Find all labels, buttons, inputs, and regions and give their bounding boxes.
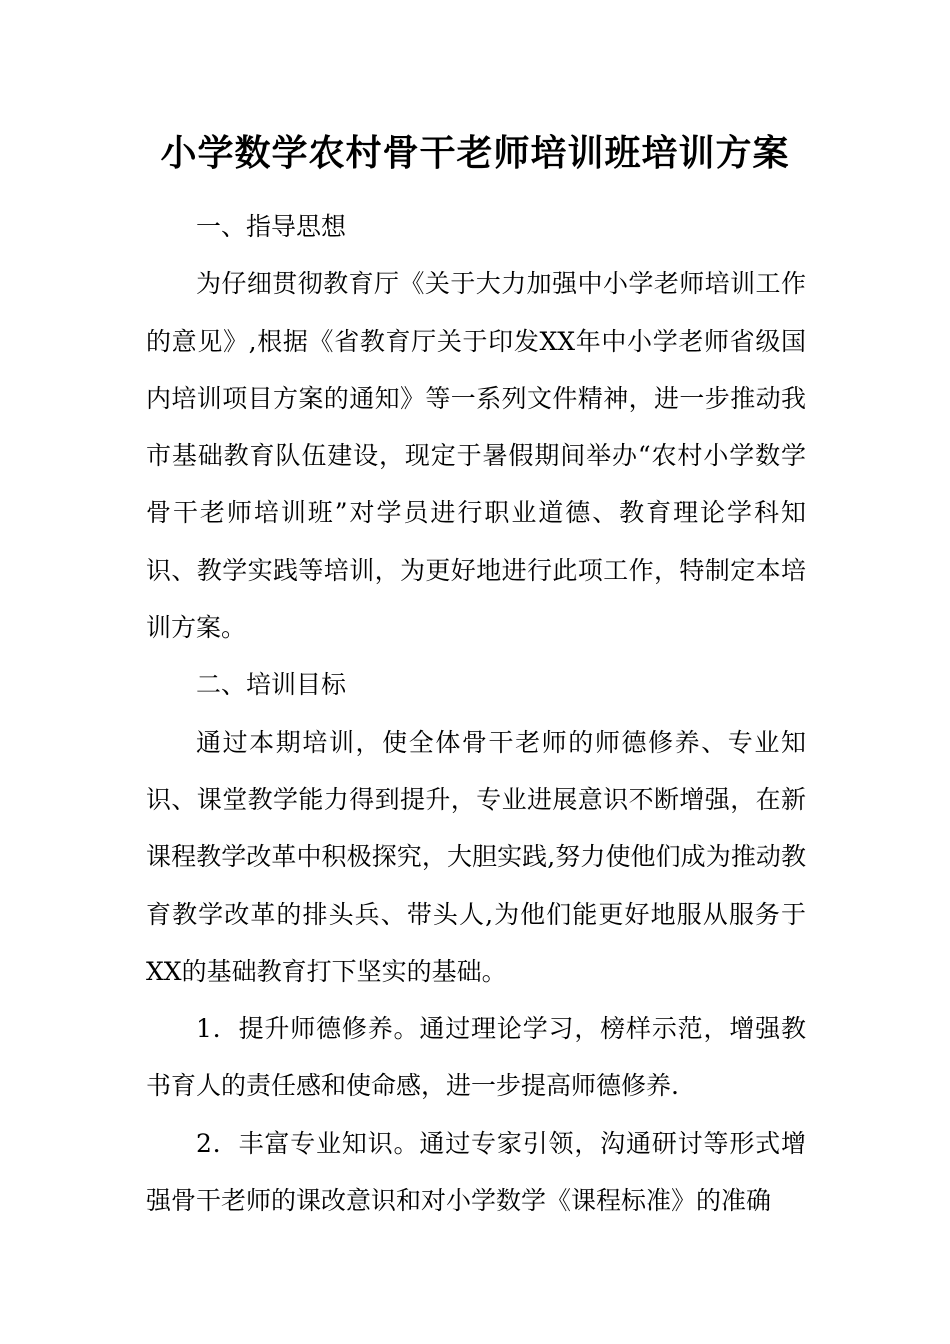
paragraph-training-goals: 通过本期培训，使全体骨干老师的师德修养、专业知识、课堂教学能力得到提升，专业进展意识不断增强，在新课程教学改革中积极探究，大胆实践,努力使他们成为推动教育教学改革的排头兵、带头人,为他们能更好地服从服务于XX的基础教育打下坚实的基础。: [146, 727, 806, 986]
list-item-ethics: 1．提升师德修养。通过理论学习，榜样示范，增强教书育人的责任感和使命感，进一步提高师德修养.: [146, 1014, 806, 1101]
section-heading-training-goals: 二、培训目标: [196, 670, 347, 700]
section-heading-guiding-ideology: 一、指导思想: [196, 212, 347, 241]
paragraph-guiding-ideology: 为仔细贯彻教育厅《关于大力加强中小学老师培训工作的意见》,根据《省教育厅关于印发XX年中小学老师省级国内培训项目方案的通知》等一系列文件精神，进一步推动我市基础教育队伍建设，现定于暑假期间举办“农村小学数学骨干老师培训班”对学员进行职业道德、教育理论学科知识、教学实践等培训，为更好地进行此项工作，特制定本培训方案。: [146, 269, 806, 643]
document-body: [146, 198, 806, 1229]
list-item-knowledge: 2．丰富专业知识。通过专家引领，沟通研讨等形式增强骨干老师的课改意识和对小学数学《课程标准》的准确: [146, 1128, 806, 1216]
document-title: 小学数学农村骨干老师培训班培训方案: [160, 132, 790, 174]
